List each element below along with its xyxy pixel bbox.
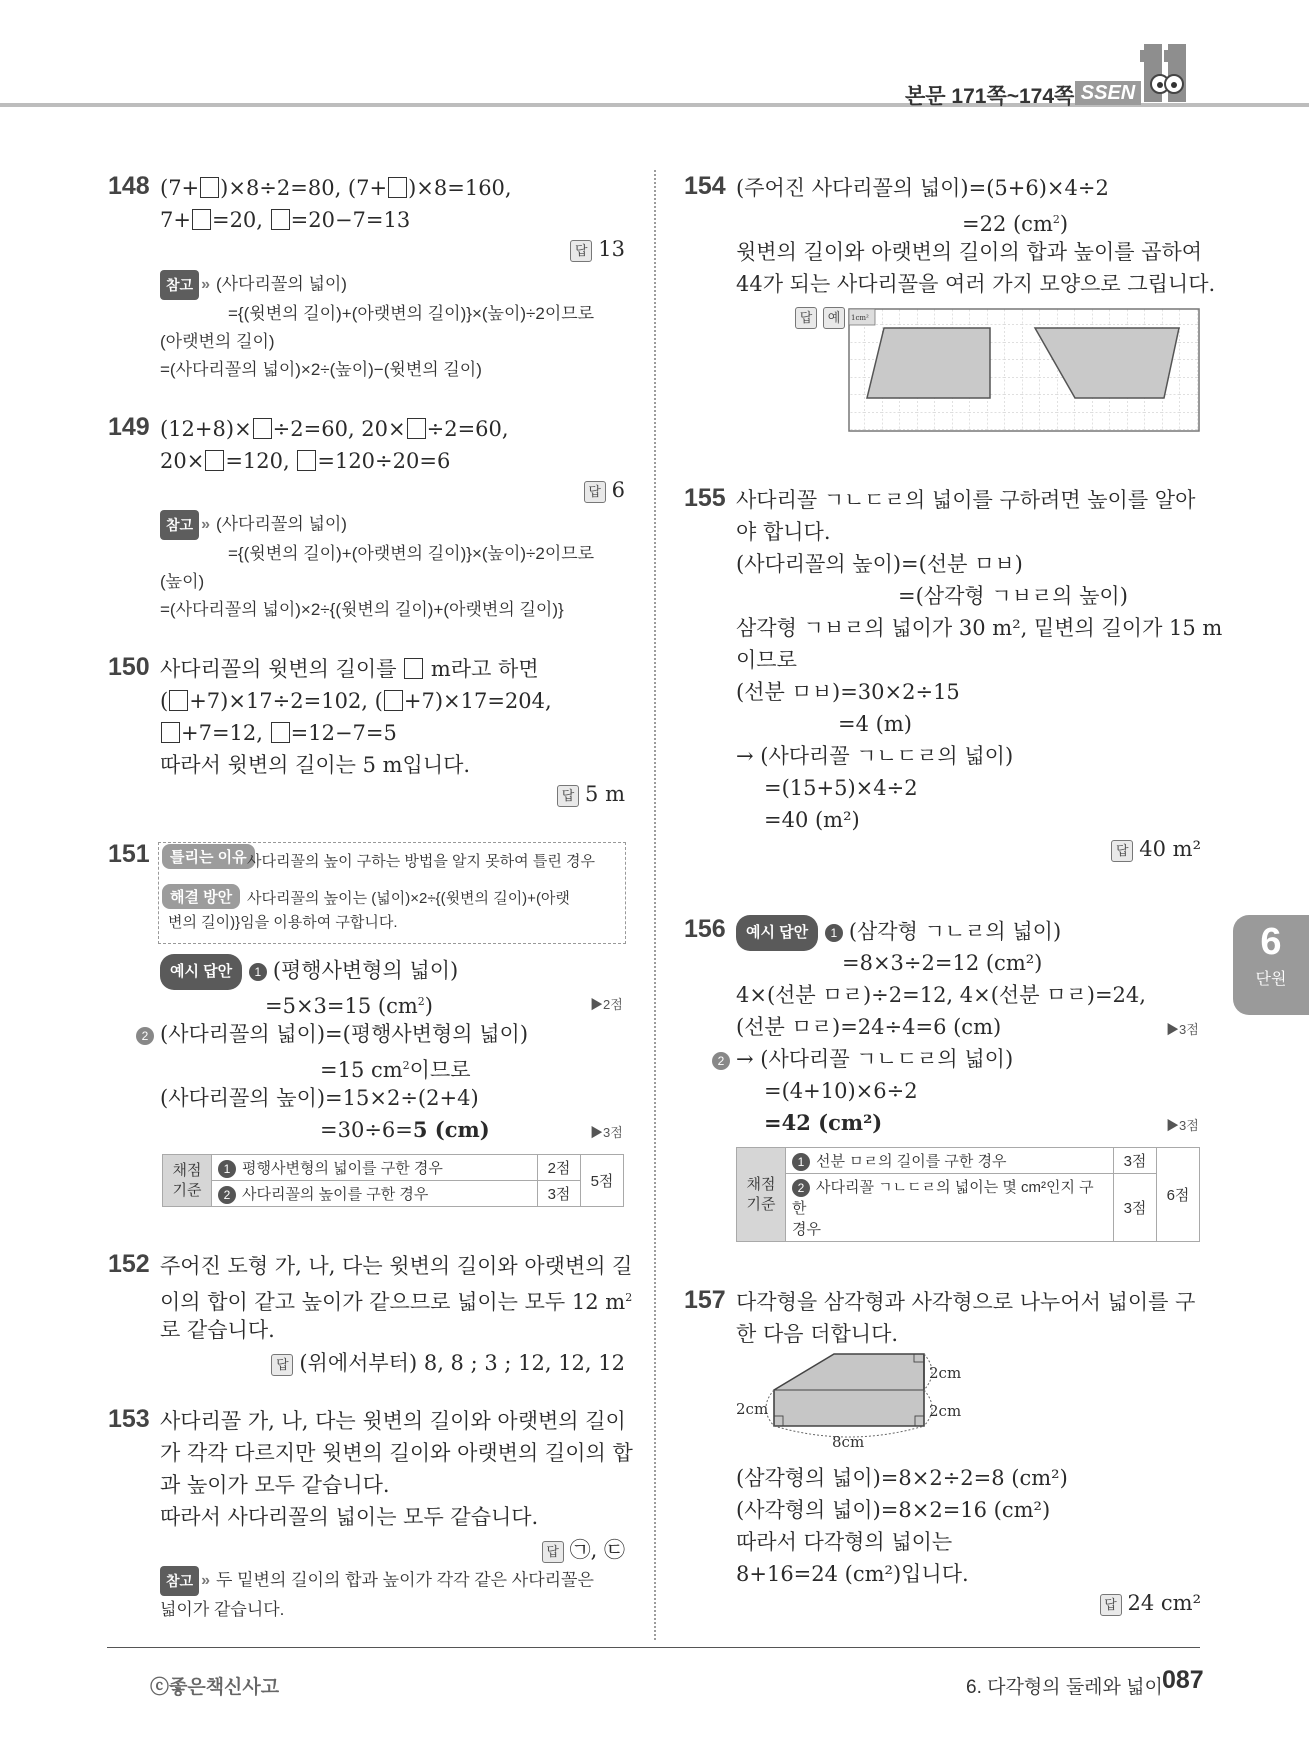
publisher: ⓒ좋은책신사고 <box>150 1677 280 1698</box>
p157-calc: 8+16=24 (cm²)입니다. <box>736 1562 969 1586</box>
p154-line: 44가 되는 사다리꼴을 여러 가지 모양으로 그립니다. <box>736 272 1216 296</box>
points-marker: ▶3점 <box>1166 1118 1199 1133</box>
p152-line: 로 같습니다. <box>160 1318 275 1342</box>
p153-line: 사다리꼴 가, 나, 다는 윗변의 길이와 아랫변의 길이 <box>160 1409 626 1433</box>
p150-line2: ( +7)×17÷2=102, ( +7)×17=204, <box>160 689 552 713</box>
p155-line: (선분 ㅁㅂ)=30×2÷15 <box>736 680 960 704</box>
p151-step6: =30÷6=5 (cm) <box>320 1117 490 1142</box>
dimension-label: 8cm <box>832 1433 865 1451</box>
problem-number: 157 <box>684 1286 726 1314</box>
wrong-reason-label: 틀리는 이유 <box>162 844 255 869</box>
p150-line4: 따라서 윗변의 길이는 5 m입니다. <box>160 753 471 777</box>
polygon-figure <box>734 1348 974 1458</box>
dimension-label: 2cm <box>736 1400 769 1418</box>
p157-line: 한 다음 더합니다. <box>736 1322 899 1346</box>
p156-line: 2 → (사다리꼴 ㄱㄴㄷㄹ의 넓이) <box>712 1043 1013 1075</box>
p155-line: (사다리꼴의 높이)=(선분 ㅁㅂ) <box>736 552 1023 576</box>
p155-line: 삼각형 ㄱㅂㄹ의 넓이가 30 m², 밑변의 길이가 15 m <box>736 616 1223 640</box>
p155-line: =(삼각형 ㄱㅂㄹ의 높이) <box>898 584 1128 608</box>
p148-line1: (7+ )×8÷2=80, (7+ )×8=160, <box>160 176 512 200</box>
p155-line: =(15+5)×4÷2 <box>764 776 918 800</box>
p148-note: 참고 » (사다리꼴의 넓이) ={(윗변의 길이)+(아랫변의 길이)}×(높이)÷2이므로 (아랫변의 길이) =(사다리꼴의 넓이)×2÷(높이)−(윗변의 길이) <box>160 270 594 384</box>
p153-line: 가 각각 다르지만 윗변의 길이와 아랫변의 길이의 합 <box>160 1441 633 1465</box>
p157-calc: (사각형의 넓이)=8×2=16 (cm²) <box>736 1498 1051 1522</box>
p155-line: 이므로 <box>736 648 797 672</box>
solution-text-1: 사다리꼴의 높이는 (넓이)×2÷{(윗변의 길이)+(아랫 <box>247 890 570 907</box>
p152-line: 주어진 도형 가, 나, 다는 윗변의 길이와 아랫변의 길 <box>160 1254 633 1278</box>
p156-line: =8×3÷2=12 (cm²) <box>842 951 1043 975</box>
criterion: 1 평행사변형의 넓이를 구한 경우 <box>212 1155 538 1181</box>
p155-line: =40 (m²) <box>764 808 860 832</box>
chapter-tab <box>1233 915 1309 1015</box>
p157-answer: 답 24 cm² <box>1100 1591 1202 1616</box>
p149-line1: (12+8)× ÷2=60, 20× ÷2=60, <box>160 417 509 441</box>
scoring-table <box>162 1154 624 1207</box>
p156-line: =42 (cm²) <box>764 1110 883 1135</box>
footer-rule <box>107 1647 1200 1648</box>
total-points: 5점 <box>581 1155 624 1207</box>
p153-line: 과 높이가 모두 같습니다. <box>160 1473 390 1497</box>
p148-answer: 답 13 <box>570 237 625 262</box>
p156-line: (선분 ㅁㄹ)=24÷4=6 (cm) <box>736 1015 1002 1039</box>
p154-line: =22 $(cm^2)$ <box>962 212 1069 236</box>
p154-line: 윗변의 길이와 아랫변의 길이의 합과 높이를 곱하여 <box>736 240 1203 264</box>
brand-badge: SSEN <box>1075 81 1141 105</box>
scoring-header: 채점 기준 <box>737 1148 786 1242</box>
p157-calc: (삼각형의 넓이)=8×2÷2=8 (cm²) <box>736 1466 1068 1490</box>
page-range: 본문 171쪽~174쪽 <box>905 85 1075 108</box>
p156-line: =(4+10)×6÷2 <box>764 1079 918 1103</box>
p154-answer-label: 답 예 <box>795 307 851 329</box>
p153-note: 참고 » 두 밑변의 길이의 합과 높이가 각각 같은 사다리꼴은 넓이가 같습니다. <box>160 1566 594 1624</box>
page-number: 087 <box>1162 1666 1204 1694</box>
criterion-points: 2점 <box>538 1155 581 1181</box>
problem-number: 154 <box>684 172 726 200</box>
problem-number: 152 <box>108 1250 150 1278</box>
p151-step4: =15 $cm^2$이므로 <box>320 1058 471 1082</box>
p157-line: 다각형을 삼각형과 사각형으로 나누어서 넓이를 구 <box>736 1290 1196 1314</box>
p149-note: 참고 » (사다리꼴의 넓이) ={(윗변의 길이)+(아랫변의 길이)}×(높이)÷2이므로 (높이) =(사다리꼴의 넓이)×2÷{(윗변의 길이)+(아랫변의 길이)} <box>160 510 594 624</box>
problem-number: 156 <box>684 915 726 943</box>
problem-number: 153 <box>108 1405 150 1433</box>
chapter-label: 단원 <box>1255 971 1287 988</box>
solution-label: 해결 방안 <box>162 884 240 909</box>
criterion: 2 사다리꼴의 높이를 구한 경우 <box>212 1181 538 1207</box>
criterion-points: 3점 <box>1114 1148 1157 1174</box>
p156-line: 4×(선분 ㅁㄹ)÷2=12, 4×(선분 ㅁㄹ)=24, <box>736 983 1146 1007</box>
problem-number: 151 <box>108 840 150 868</box>
dimension-label: 2cm <box>929 1364 962 1382</box>
total-points: 6점 <box>1157 1148 1200 1242</box>
p148-line2: 7+ =20, =20−7=13 <box>160 208 411 232</box>
p153-line: 따라서 사다리꼴의 넓이는 모두 같습니다. <box>160 1505 539 1529</box>
solution-text-2: 변의 길이)}임을 이용하여 구합니다. <box>168 914 398 931</box>
p157-calc: 따라서 다각형의 넓이는 <box>736 1530 953 1554</box>
p154-line: (주어진 사다리꼴의 넓이)=(5+6)×4÷2 <box>736 176 1109 200</box>
criterion-points: 3점 <box>538 1181 581 1207</box>
dimension-label: 2cm <box>929 1402 962 1420</box>
p151-step1: 예시 답안 1 (평행사변형의 넓이) <box>160 954 458 990</box>
p155-line: 야 합니다. <box>736 520 831 544</box>
p153-answer: 답 ㉠, ㉢ <box>542 1534 625 1564</box>
p152-answer: 답 (위에서부터) 8, 8 ; 3 ; 12, 12, 12 <box>271 1347 625 1377</box>
book-logo-icon <box>1138 42 1196 114</box>
grid-unit-label: 1cm² <box>851 314 869 322</box>
p152-line: 이의 합이 같고 높이가 같으므로 넓이는 모두 12 $m^2$ <box>160 1290 633 1314</box>
trapezoid-grid-figure <box>847 307 1201 433</box>
p150-line1: 사다리꼴의 윗변의 길이를 m라고 하면 <box>160 657 539 681</box>
p150-line3: +7=12, =12−7=5 <box>160 717 397 749</box>
p149-line2: 20× =120, =120÷20=6 <box>160 449 451 473</box>
p155-line: =4 (m) <box>838 712 912 736</box>
scoring-table <box>736 1147 1200 1242</box>
problem-number: 149 <box>108 413 150 441</box>
p150-answer: 답 5 m <box>557 782 625 807</box>
p155-line: → (사다리꼴 ㄱㄴㄷㄹ의 넓이) <box>736 744 1014 768</box>
points-marker: ▶3점 <box>1166 1022 1199 1037</box>
problem-number: 148 <box>108 172 150 200</box>
points-marker: ▶3점 <box>590 1125 623 1140</box>
points-marker: ▶2점 <box>590 997 623 1012</box>
p155-answer: 답 40 m² <box>1111 837 1201 862</box>
problem-number: 155 <box>684 484 726 512</box>
chapter-number: 6 <box>1260 921 1282 963</box>
p151-step2: =5×3=15 $(cm^2)$ <box>265 994 433 1018</box>
p156-line: 예시 답안 1 (삼각형 ㄱㄴㄹ의 넓이) <box>736 915 1061 951</box>
column-divider <box>654 170 656 1640</box>
criterion: 1 선분 ㅁㄹ의 길이를 구한 경우 <box>786 1148 1114 1174</box>
p149-answer: 답 6 <box>584 478 625 503</box>
chapter-title: 6. 다각형의 둘레와 넓이 <box>966 1677 1163 1698</box>
problem-number: 150 <box>108 653 150 681</box>
p151-step5: (사다리꼴의 높이)=15×2÷(2+4) <box>160 1086 479 1110</box>
p151-step3: 2 (사다리꼴의 넓이)=(평행사변형의 넓이) <box>136 1018 528 1050</box>
p155-line: 사다리꼴 ㄱㄴㄷㄹ의 넓이를 구하려면 높이를 알아 <box>736 488 1196 512</box>
scoring-header: 채점 기준 <box>163 1155 212 1207</box>
criterion: 2 사다리꼴 ㄱㄴㄷㄹ의 넓이는 몇 cm²인지 구한 경우 <box>786 1174 1114 1242</box>
wrong-reason-text: 사다리꼴의 높이 구하는 방법을 알지 못하여 틀린 경우 <box>247 853 595 870</box>
criterion-points: 3점 <box>1114 1174 1157 1242</box>
